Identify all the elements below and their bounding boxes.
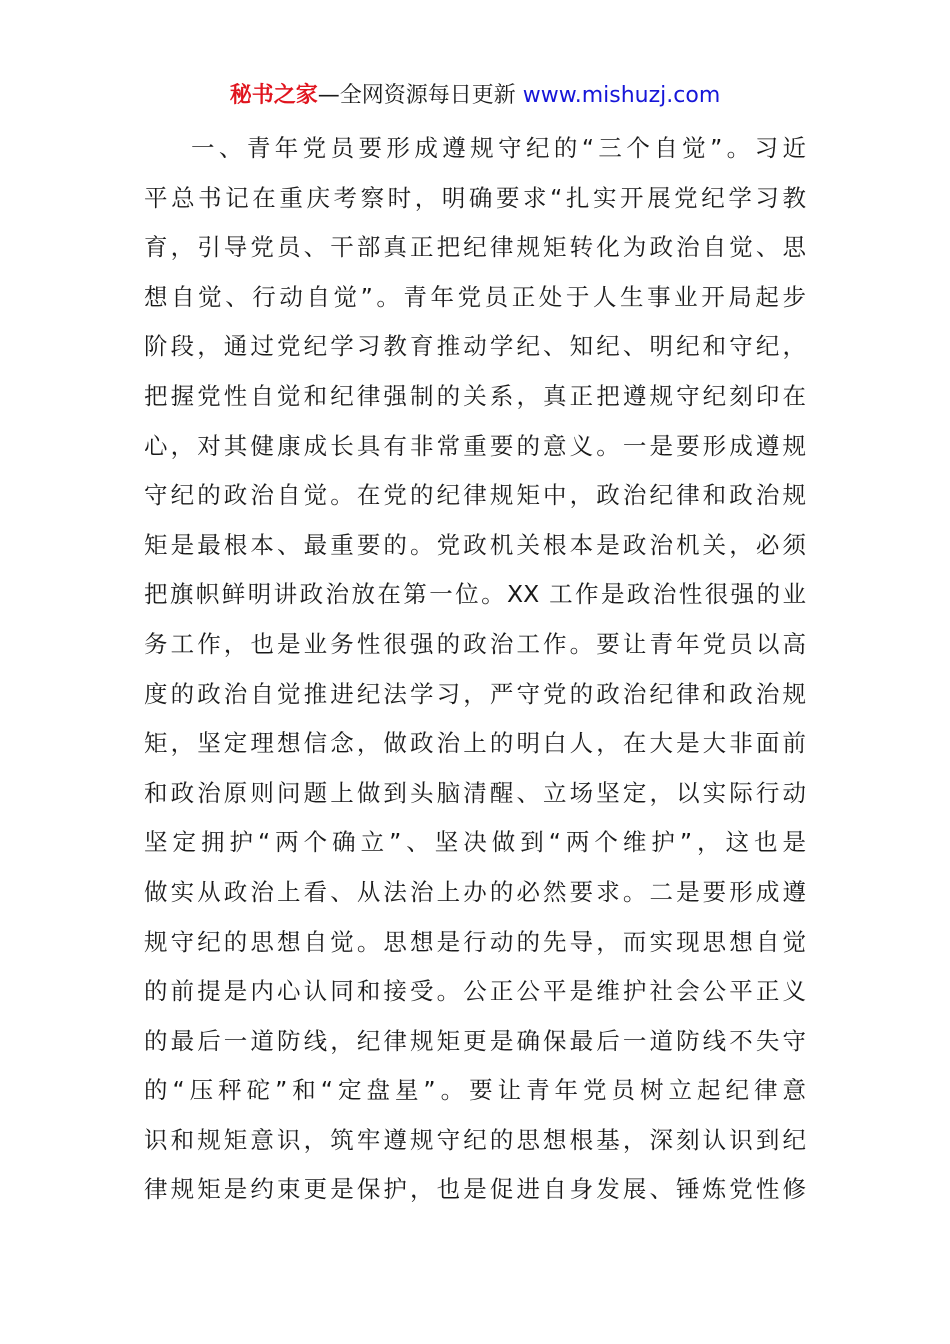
paragraph-line: 的前提是内心认同和接受。公正公平是维护社会公平正义 xyxy=(144,977,806,1006)
paragraph-line: 规守纪的思想自觉。思想是行动的先导，而实现思想自觉 xyxy=(144,927,806,956)
paragraph-line: 的“压秤砣”和“定盘星”。要让青年党员树立起纪律意 xyxy=(144,1076,806,1105)
paragraph-line: 矩，坚定理想信念，做政治上的明白人，在大是大非面前 xyxy=(144,729,806,758)
paragraph-line: 心，对其健康成长具有非常重要的意义。一是要形成遵规 xyxy=(144,431,806,460)
document-body xyxy=(144,124,806,1215)
brand-name: 秘书之家 xyxy=(229,83,318,108)
paragraph-line: 守纪的政治自觉。在党的纪律规矩中，政治纪律和政治规 xyxy=(144,481,806,510)
paragraph-line: 把握党性自觉和纪律强制的关系，真正把遵规守纪刻印在 xyxy=(144,381,806,410)
paragraph-line: 律规矩是约束更是保护，也是促进自身发展、锤炼党性修 xyxy=(144,1175,806,1204)
paragraph-line: 识和规矩意识，筑牢遵规守纪的思想根基，深刻认识到纪 xyxy=(144,1125,806,1154)
paragraph-line: 育，引导党员、干部真正把纪律规矩转化为政治自觉、思 xyxy=(144,233,806,262)
paragraph-line: 平总书记在重庆考察时，明确要求“扎实开展党纪学习教 xyxy=(144,183,806,212)
paragraph-line: 把旗帜鲜明讲政治放在第一位。XX 工作是政治性很强的业 xyxy=(144,580,806,609)
paragraph-line: 一、青年党员要形成遵规守纪的“三个自觉”。习近 xyxy=(191,134,806,162)
paragraph-line: 的最后一道防线，纪律规矩更是确保最后一道防线不失守 xyxy=(144,1026,806,1055)
paragraph-line: 坚定拥护“两个确立”、坚决做到“两个维护”，这也是 xyxy=(144,828,806,857)
paragraph-line: 做实从政治上看、从法治上办的必然要求。二是要形成遵 xyxy=(144,877,806,906)
site-header xyxy=(0,80,950,112)
header-tagline: —全网资源每日更新 xyxy=(317,83,523,108)
paragraph-line: 阶段，通过党纪学习教育推动学纪、知纪、明纪和守纪， xyxy=(144,332,806,361)
paragraph-line: 想自觉、行动自觉”。青年党员正处于人生事业开局起步 xyxy=(144,282,806,311)
paragraph-line: 度的政治自觉推进纪法学习，严守党的政治纪律和政治规 xyxy=(144,679,806,708)
paragraph-line: 和政治原则问题上做到头脑清醒、立场坚定，以实际行动 xyxy=(144,778,806,807)
paragraph-line: 矩是最根本、最重要的。党政机关根本是政治机关，必须 xyxy=(144,530,806,559)
site-url-link[interactable]: www.mishuzj.com xyxy=(522,83,721,108)
paragraph-line: 务工作，也是业务性很强的政治工作。要让青年党员以高 xyxy=(144,629,806,658)
